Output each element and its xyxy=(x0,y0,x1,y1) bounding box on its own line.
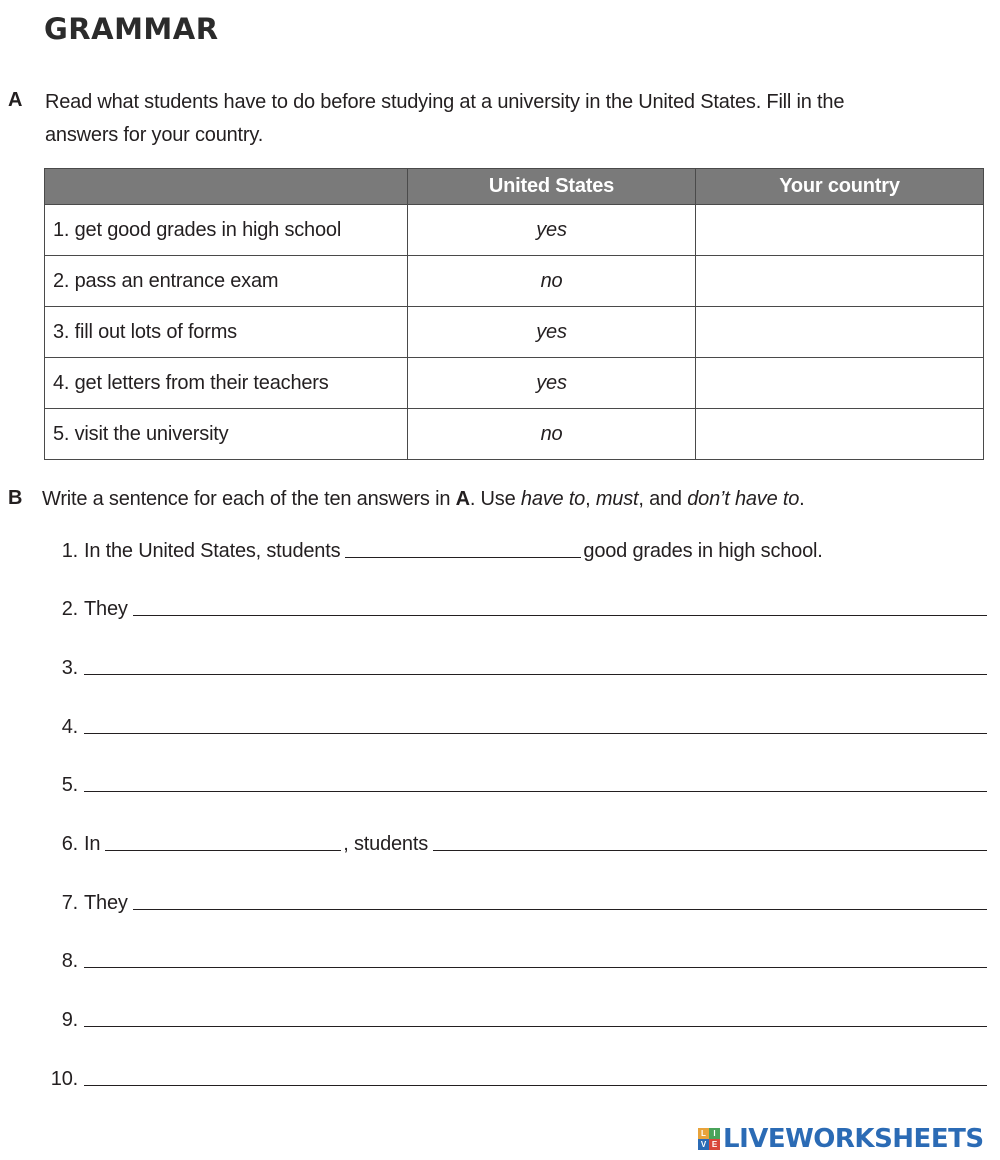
item-prefix: In xyxy=(84,833,101,855)
item-number: 8. xyxy=(61,950,78,972)
table-row xyxy=(45,358,984,409)
logo-blocks-icon xyxy=(698,1128,720,1150)
answer-blank[interactable] xyxy=(84,1025,987,1027)
table-header-row xyxy=(45,169,984,205)
instruction-have-to: have to xyxy=(520,488,586,510)
table-us-answer-cell: yes xyxy=(408,307,696,358)
answer-line-5 xyxy=(40,767,987,797)
section-a-instruction-line1: Read what students have to do before studying at a university in the United States. Fill in the xyxy=(45,91,845,113)
answer-line-10 xyxy=(40,1061,987,1091)
table-item-cell: 2. pass an entrance exam xyxy=(45,256,408,307)
item-number: 5. xyxy=(61,774,78,796)
instruction-text: Write a sentence for each of the ten answers in xyxy=(42,488,456,510)
answer-blank[interactable] xyxy=(84,790,987,792)
section-a-instruction xyxy=(45,86,975,152)
table-row xyxy=(45,409,984,460)
logo-block: L xyxy=(698,1128,709,1139)
table-row xyxy=(45,307,984,358)
item-suffix: good grades in high school. xyxy=(583,540,823,562)
item-middle: , students xyxy=(343,833,429,855)
instruction-text: . xyxy=(799,488,805,510)
item-number: 3. xyxy=(61,657,78,679)
table-row xyxy=(45,256,984,307)
answer-line-4 xyxy=(40,709,987,739)
instruction-text: , xyxy=(585,488,596,510)
table-us-answer-cell: no xyxy=(408,409,696,460)
table-item-cell: 4. get letters from their teachers xyxy=(45,358,408,409)
answer-line-7 xyxy=(40,885,987,915)
answer-line-8 xyxy=(40,943,987,973)
item-prefix: They xyxy=(84,892,128,914)
table-item-cell: 1. get good grades in high school xyxy=(45,205,408,256)
item-number: 1. xyxy=(61,540,78,562)
instruction-text: , and xyxy=(638,488,688,510)
table-your-country-cell[interactable] xyxy=(696,205,984,256)
instruction-must: must xyxy=(595,488,639,510)
answer-blank[interactable] xyxy=(84,732,987,734)
answer-blank[interactable] xyxy=(133,614,987,616)
instruction-bold-a: A xyxy=(455,488,470,510)
table-header-united-states: United States xyxy=(408,169,696,205)
item-prefix: In the United States, students xyxy=(84,540,341,562)
section-a-instruction-line2: answers for your country. xyxy=(45,124,264,146)
answer-blank[interactable] xyxy=(345,556,581,558)
table-header-your-country: Your country xyxy=(696,169,984,205)
country-blank[interactable] xyxy=(105,849,341,851)
item-number: 7. xyxy=(61,892,78,914)
logo-block: E xyxy=(709,1139,720,1150)
item-number: 6. xyxy=(61,833,78,855)
instruction-dont-have-to: don’t have to xyxy=(687,488,800,510)
logo-text: LIVEWORKSHEETS xyxy=(723,1124,984,1154)
answer-blank[interactable] xyxy=(84,1084,987,1086)
section-b-letter: B xyxy=(8,487,23,509)
table-your-country-cell[interactable] xyxy=(696,256,984,307)
table-your-country-cell[interactable] xyxy=(696,358,984,409)
logo-block: I xyxy=(709,1128,720,1139)
requirements-table xyxy=(44,168,984,460)
table-your-country-cell[interactable] xyxy=(696,409,984,460)
section-a-letter: A xyxy=(8,89,23,111)
section-b-instruction xyxy=(42,483,972,516)
item-number: 4. xyxy=(61,716,78,738)
table-header-blank xyxy=(45,169,408,205)
answer-line-2 xyxy=(40,591,987,621)
table-us-answer-cell: yes xyxy=(408,205,696,256)
answer-blank[interactable] xyxy=(433,849,987,851)
answer-blank[interactable] xyxy=(84,966,987,968)
answer-line-6 xyxy=(40,826,987,856)
table-us-answer-cell: yes xyxy=(408,358,696,409)
table-us-answer-cell: no xyxy=(408,256,696,307)
table-item-cell: 5. visit the university xyxy=(45,409,408,460)
logo-block: V xyxy=(698,1139,709,1150)
answer-line-3 xyxy=(40,650,987,680)
table-item-cell: 3. fill out lots of forms xyxy=(45,307,408,358)
table-row xyxy=(45,205,984,256)
item-prefix: They xyxy=(84,598,128,620)
answer-line-9 xyxy=(40,1002,987,1032)
answer-blank[interactable] xyxy=(133,908,987,910)
item-number: 2. xyxy=(61,598,78,620)
item-number: 10. xyxy=(50,1068,78,1090)
item-number: 9. xyxy=(61,1009,78,1031)
liveworksheets-logo xyxy=(698,1124,984,1154)
answer-blank[interactable] xyxy=(84,673,987,675)
answer-line-1 xyxy=(40,533,987,563)
instruction-text: . Use xyxy=(469,488,521,510)
page-title: GRAMMAR xyxy=(44,12,219,46)
table-your-country-cell[interactable] xyxy=(696,307,984,358)
